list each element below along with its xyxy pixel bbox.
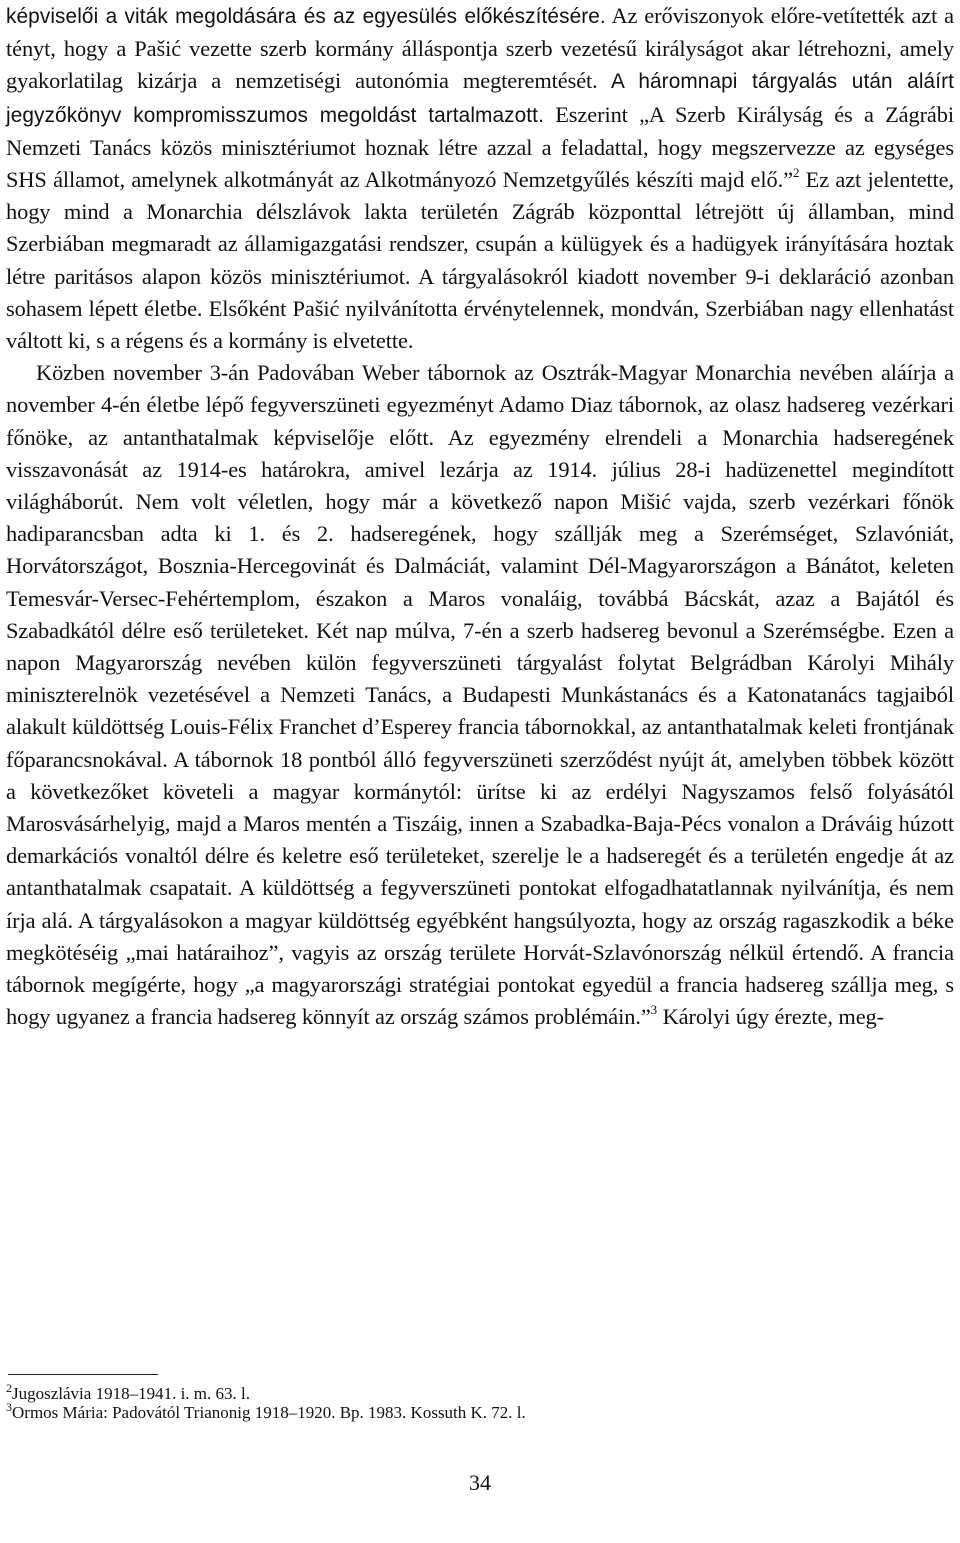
text-run: Közben november 3-án Padovában Weber tábornok az Osztrák-Magyar Monarchia nevében aláírja a november 4-én életbe lépő fegyverszüneti egyezményt Adamo Diaz tábornok, az olasz hadsereg vezérkari főnöke, az antanthatalmak képviselője előtt. Az egyezmény elrendeli a Monarchia hadseregének visszavonását az 1914-es határokra, amivel lezárja az 1914. július 28-i hadüzenettel megindított világháborút. Nem volt véletlen, hogy már a következő napon Mišić vajda, szerb vezérkari főnök hadiparancsban adta ki 1. és 2. hadseregének, hogy szállják meg a Szerémséget, Szlavóniát, Horvátországot, Bosznia-Hercegovinát és Dalmáciát, valamint Dél-Magyarországon a Bánátot, keleten Temesvár-Versec-Fehértemplom, északon a Maros vonaláig, továbbá Bácskát, azaz a Bajától és Szabadkától délre eső területeket. Két nap múlva, 7-én a szerb hadsereg bevonul a Szerémségbe. Ezen a napon Magyarország nevében külön fegyverszüneti tárgyalást folytat Belgrádban Károlyi Mihály miniszterelnök vezetésével a Nemzeti Tanács, a Budapesti Munkástanács és a Katonatanács tagjaiból alakult küldöttség Louis-Félix Franchet d’Esperey francia tábornokkal, az antanthatalmak keleti frontjának főparancsnokával. A tábornok 18 pontból álló fegyverszüneti szerződést nyújt át, amelyben többek között a következőket követeli a magyar kormánytól: ürítse ki az erdélyi Nagyszamos felső folyásától Marosvásárhelyig, majd a Maros mentén a Tiszáig, innen a Szabadka-Baja-Pécs vonalon a Dráváig húzott demarkációs vonaltól délre és keletre eső területeket, szerelje le a hadseregét és a területén engedje át az antanthatalmak csapatait. A küldöttség a fegyverszüneti pontokat elfogadhatatlannak nyilvánítja, és nem írja alá. A tárgyalásokon a magyar küldöttség egyébként hangsúlyozta, hogy az ország ragaszkodik a béke megkötéséig „mai határaihoz”, vagyis az ország területe Horvát-Szlavónország nélkül értendő. A francia tábornok megígérte, hogy „a magyarországi stratégiai pontokat egyedül a francia hadsereg szállja meg, s hogy ugyanez a francia hadsereg könnyít az ország számos problémáin.” <box>6 360 954 1030</box>
text-run: Az erőviszonyok előre-vetítették azt a tényt, hogy a Pašić vezette szerb kormány álláspontja szerb vezetésű királyságot akar létrehozni, amely gyakorlatilag kizárja a nemzetiségi autonómia megteremtését. <box>6 3 954 94</box>
footnote-3 <box>6 1400 906 1422</box>
body-text <box>6 0 954 1034</box>
footnote-text: Jugoszlávia 1918–1941. i. m. 63. l. <box>12 1384 250 1403</box>
footnote-marker: 3 <box>6 1400 12 1414</box>
paragraph-1 <box>6 0 954 357</box>
footnote-text: Ormos Mária: Padovától Trianonig 1918–1920. Bp. 1983. Kossuth K. 72. l. <box>12 1403 526 1422</box>
text-run: A háromnapi tárgyalás után aláírt jegyzőkönyv kompromisszumos megoldást tartalmazott. <box>6 70 955 127</box>
page-number: 34 <box>469 1470 491 1495</box>
footnote-2 <box>6 1381 906 1403</box>
footnote-divider <box>8 1374 158 1375</box>
text-run: Ez azt jelentette, hogy mind a Monarchia délszlávok lakta területén Zágráb központtal létrejött új államban, mind Szerbiában megmaradt az államigazgatási rendszer, csupán a külügyek és a hadügyek irányítására hoztak létre paritásos alapon közös minisztériumot. A tárgyalásokról kiadott november 9-i deklaráció azonban sohasem lépett életbe. Elsőként Pašić nyilvánította érvénytelennek, mondván, Szerbiában nagy ellenhatást váltott ki, s a régens és a kormány is elvetette. <box>6 167 955 354</box>
paragraph-2 <box>6 357 954 1033</box>
footnotes <box>6 1381 906 1422</box>
text-run: képviselői a viták megoldására és az egyesülés előkészítésére. <box>6 5 606 28</box>
text-run: Károlyi úgy érezte, meg- <box>657 1004 884 1030</box>
footnote-ref-2: 2 <box>792 165 800 181</box>
page <box>6 0 954 1034</box>
footnote-marker: 2 <box>6 1381 12 1395</box>
text-run: Eszerint „A Szerb Királyság és a Zágrábi Nemzeti Tanács közös minisztériumot hoznak létre azzal a feladattal, hogy megszervezze az egységes SHS államot, amelynek alkotmányát az Alkotmányozó Nemzetgyűlés készíti majd elő.” <box>6 101 954 193</box>
footnote-ref-3: 3 <box>650 1002 658 1018</box>
